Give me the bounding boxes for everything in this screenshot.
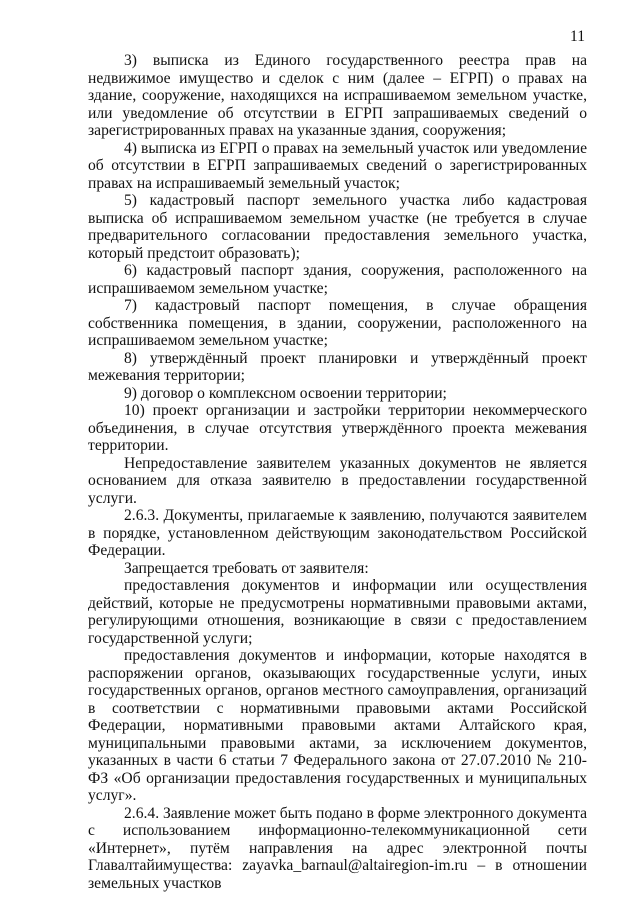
paragraph-item-7: 7) кадастровый паспорт помещения, в случае обращения собственника помещения, в здании, сооружении, расположенного на испрашиваемом земельном участке; <box>88 297 587 349</box>
document-body <box>88 52 587 892</box>
paragraph-prohibition-1: предоставления документов и информации или осуществления действий, которые не предусмотрены нормативными правовыми актами, регулирующими отношения, возникающие в связи с предоставлением государственной услуги; <box>88 577 587 647</box>
paragraph-item-6: 6) кадастровый паспорт здания, сооружения, расположенного на испрашиваемом земельном участке; <box>88 262 587 297</box>
paragraph-item-10: 10) проект организации и застройки территории некоммерческого объединения, в случае отсутствия утверждённого проекта межевания территории. <box>88 402 587 454</box>
paragraph-item-5: 5) кадастровый паспорт земельного участка либо кадастровая выписка об испрашиваемом земельном участке (не требуется в случае предварительного согласовании предоставления земельного участка, который предстоит образовать); <box>88 192 587 262</box>
paragraph-item-8: 8) утверждённый проект планировки и утверждённый проект межевания территории; <box>88 349 587 384</box>
paragraph-section-2-6-4: 2.6.4. Заявление может быть подано в форме электронного документа с использованием информационно-телекоммуникационной сети «Интернет», путём направления на адрес электронной почты Главалтайимущества: zayavka_barnaul@altairegion-im.ru – в отношении земельных участков <box>88 804 587 892</box>
paragraph-non-submission: Непредоставление заявителем указанных документов не является основанием для отказа заявителю в предоставлении государственной услуги. <box>88 454 587 507</box>
paragraph-prohibition-intro: Запрещается требовать от заявителя: <box>124 559 369 577</box>
paragraph-item-4: 4) выписка из ЕГРП о правах на земельный участок или уведомление об отсутствии в ЕГРП запрашиваемых сведений о зарегистрированных правах на испрашиваемый земельный участок; <box>88 139 587 192</box>
paragraph-section-2-6-3: 2.6.3. Документы, прилагаемые к заявлению, получаются заявителем в порядке, установленном действующим законодательством Российской Федерации. <box>88 507 587 559</box>
page-number: 11 <box>569 28 585 45</box>
paragraph-prohibition-2: предоставления документов и информации, которые находятся в распоряжении органов, оказывающих государственные услуги, иных государственных органов, органов местного самоуправления, организаций в соответствии с нормативными правовыми актами Российской Федерации, нормативными правовыми актами Алтайского края, муниципальными правовыми актами, за исключением документов, указанных в части 6 статьи 7 Федерального закона от 27.07.2010 № 210-ФЗ «Об организации предоставления государственных и муниципальных услуг». <box>88 647 587 804</box>
paragraph-item-3: 3) выписка из Единого государственного реестра прав на недвижимое имущество и сделок с ним (далее – ЕГРП) о правах на здание, сооружение, находящихся на испрашиваемом земельном участке, или уведомление об отсутствии в ЕГРП запрашиваемых сведений о зарегистрированных правах на указанные здания, сооружения; <box>88 52 587 139</box>
paragraph-item-9: 9) договор о комплексном освоении территории; <box>124 384 447 402</box>
